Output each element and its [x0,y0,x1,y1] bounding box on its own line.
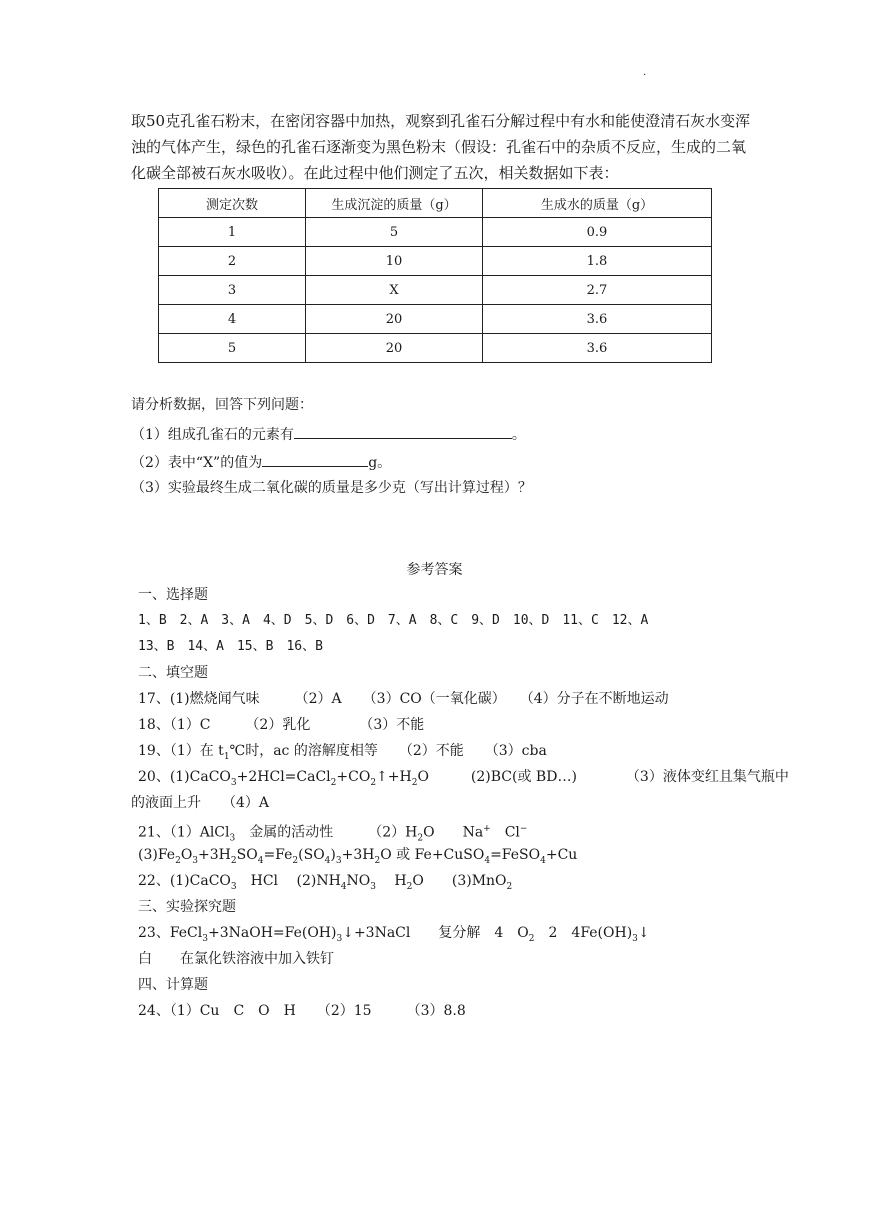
question-3: （3）实验最终生成二氧化碳的质量是多少克（写出计算过程）？ [131,480,532,496]
subscript: 4 [340,881,347,892]
questions-lead: 请分析数据，回答下列问题： [131,397,313,413]
problem-intro: 取50克孔雀石粉末，在密闭容器中加热，观察到孔雀石分解过程中有水和能使澄清石灰水变浑浊的气体产生，绿色的孔雀石逐渐变为黑色粉末（假设：孔雀石中的杂质不反应，生成的二氧化碳全部被石灰水吸收）。在此过程中他们测定了五次，相关数据如下表： [131,112,751,182]
answer-text: 19、（1）在 t [138,743,224,759]
table-cell: 20 [306,305,483,334]
answer-text: (SO [298,847,325,863]
answer-line: 白 在氯化铁溶液中加入铁钉 [138,951,334,967]
answer-text: O Na [423,824,484,841]
answer-line: 24、（1）Cu C O H （2）15 （3）8.8 [138,1003,466,1019]
table-row [159,218,712,247]
subscript: 2 [406,881,413,892]
header-mark: . [643,67,647,78]
section-heading: 一、选择题 [138,587,208,603]
answer-text: O 或 Fe+CuSO [380,847,485,863]
answer-line: 18、（1）C （2）乳化 （3）不能 [138,717,425,733]
subscript: 2 [506,881,513,892]
answer-blank-2[interactable] [262,450,368,467]
answer-line [138,871,512,897]
answer-text: +3NaOH=Fe(OH) [207,925,337,941]
subscript: 2 [528,933,535,944]
table-row [159,276,712,305]
answer-text: =FeSO [490,847,541,863]
answer-line: 1、B 2、A 3、A 4、D 5、D 6、D 7、A 8、C 9、D 10、D 11、C 12、A [138,613,649,628]
subscript: 2 [370,777,377,788]
subscript: 2 [374,855,381,866]
table-cell: 1.8 [483,247,712,276]
question-2-end: g。 [368,455,392,471]
subscript: 4 [257,855,264,866]
answer-line [138,845,577,871]
answer-text: +2HCl=CaCl [236,769,331,785]
table-cell: 5 [159,334,306,363]
subscript: 4 [324,855,331,866]
subscript: 3 [230,881,237,892]
subscript: 2 [411,777,418,788]
table-header: 生成沉淀的质量（g） [306,189,483,218]
answer-text: O [180,847,193,863]
subscript: 2 [330,777,337,788]
answer-text: +Cu [545,847,578,863]
answer-text: ↓+3NaCl 复分解 4 O [342,925,529,941]
subscript: 4 [540,855,546,866]
table-row [159,247,712,276]
answer-text: ℃时，ac 的溶解度相等 （2）不能 （3）cba [229,743,547,759]
answer-text: NO [346,873,371,889]
table-cell: 0.9 [483,218,712,247]
answer-line [138,741,547,767]
table-cell: 3.6 [483,334,712,363]
subscript: 3 [632,933,638,944]
table-cell: 2 [159,247,306,276]
table-cell: 3.6 [483,305,712,334]
subscript: 3 [202,933,208,944]
table-cell: 3 [159,276,306,305]
answer-text: ↑+H [376,769,412,785]
superscript: − [519,824,528,834]
answer-line: 17、(1)燃烧闻气味 （2）A （3）CO（一氧化碳） （4）分子在不断地运动 [138,691,669,707]
table-header: 生成水的质量（g） [483,189,712,218]
table-cell: 2.7 [483,276,712,305]
answer-text: Cl [490,824,520,841]
table-cell: 5 [306,218,483,247]
section-heading: 四、计算题 [138,977,208,993]
subscript: 3 [335,855,342,866]
answer-text: =Fe [263,847,293,863]
table-row [159,305,712,334]
answer-text: 21、（1）AlCl [138,824,230,841]
question-2 [131,450,391,473]
answer-line [138,767,789,793]
table-cell: 1 [159,218,306,247]
table-cell: 4 [159,305,306,334]
superscript: + [483,824,491,834]
question-1-text: （1）组成孔雀石的元素有 [131,427,294,443]
question-2-text: （2）表中“X”的值为 [131,455,263,471]
subscript: 1 [223,751,230,762]
table-header: 测定次数 [159,189,306,218]
answer-text: HCl (2)NH [236,873,341,889]
section-heading: 二、填空题 [138,665,208,681]
answer-text: +3H [341,847,375,863]
answer-text: ) [330,847,336,863]
measurement-table [158,188,712,363]
subscript: 2 [175,855,181,866]
question-1 [131,422,526,445]
subscript: 2 [417,833,424,844]
table-cell: 20 [306,334,483,363]
section-heading: 三、实验探究题 [138,899,236,915]
answer-text: ↓ [637,925,650,941]
answer-text: O (2)BC(或 BD…) （3）液体变红且集气瓶中 [417,769,789,785]
answer-text: +CO [336,769,371,785]
answer-text: O (3)MnO [412,873,507,889]
subscript: 4 [484,855,491,866]
table-cell: 10 [306,247,483,276]
answer-text: +3H [198,847,231,863]
answer-text: 2 4Fe(OH) [534,925,633,941]
subscript: 3 [192,855,199,866]
subscript: 3 [370,881,376,892]
subscript: 2 [230,855,237,866]
answer-text: 20、(1)CaCO [138,769,231,785]
answers-title: 参考答案 [406,562,463,578]
table-header-row [159,189,712,218]
table-cell: X [306,276,483,305]
answer-line: 13、B 14、A 15、B 16、B [138,639,323,654]
answer-line: 的液面上升 （4）A [131,795,270,811]
answer-text: 金属的活动性 （2）H [235,824,418,841]
subscript: 3 [230,777,237,788]
answer-text: (3)Fe [138,847,176,863]
answer-text: H [375,873,407,889]
subscript: 2 [292,855,299,866]
subscript: 3 [336,933,343,944]
subscript: 3 [229,833,236,844]
answer-text: 22、(1)CaCO [138,873,231,889]
answer-line [138,923,650,949]
answer-blank-1[interactable] [294,422,512,439]
answer-text: 23、FeCl [138,925,203,941]
question-1-end: 。 [511,427,526,443]
table-row [159,334,712,363]
answer-text: SO [236,847,258,863]
